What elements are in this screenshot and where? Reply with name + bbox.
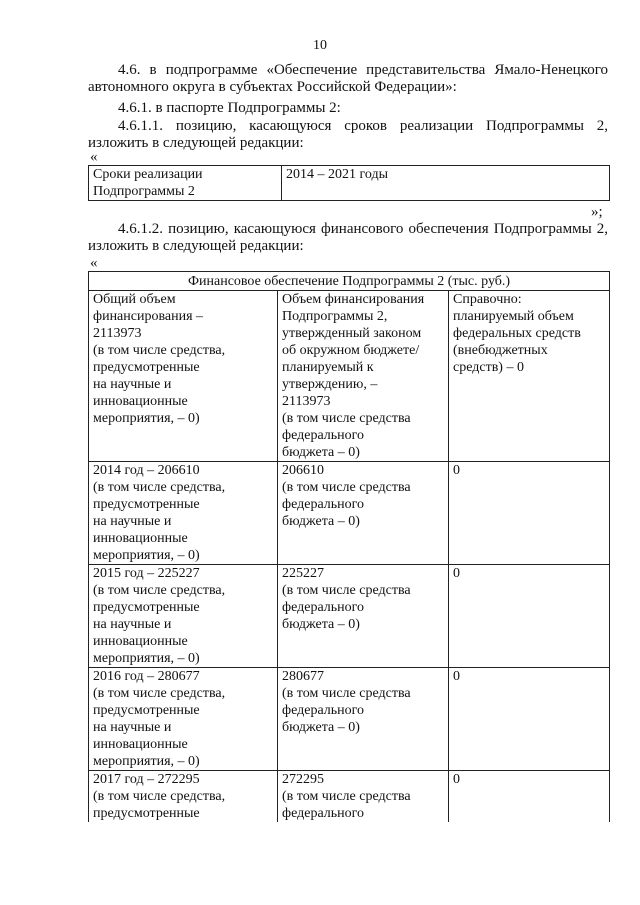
year-cell: 2016 год – 280677 (в том числе средства, предусмотренные на научные и инновационные мероприятия, – 0) bbox=[89, 668, 278, 771]
term-row bbox=[89, 166, 610, 201]
term-label: Сроки реализации Подпрограммы 2 bbox=[89, 166, 282, 201]
year-cell: 2015 год – 225227 (в том числе средства, предусмотренные на научные и инновационные мероприятия, – 0) bbox=[89, 565, 278, 668]
financing-table bbox=[88, 271, 610, 822]
budget-cell: 206610 (в том числе средства федерального бюджета – 0) bbox=[278, 462, 449, 565]
year-cell: 2017 год – 272295 (в том числе средства, предусмотренные bbox=[89, 771, 278, 823]
budget-cell: 280677 (в том числе средства федерального бюджета – 0) bbox=[278, 668, 449, 771]
reference-cell: 0 bbox=[449, 565, 610, 668]
year-cell: 2014 год – 206610 (в том числе средства, предусмотренные на научные и инновационные мероприятия, – 0) bbox=[89, 462, 278, 565]
reference-cell: 0 bbox=[449, 462, 610, 565]
paragraph-4-6-1: 4.6.1. в паспорте Подпрограммы 2: bbox=[118, 100, 341, 116]
open-quote-2: « bbox=[90, 255, 98, 271]
close-quote-1: »; bbox=[591, 204, 603, 220]
table-row bbox=[89, 565, 610, 668]
reference-cell: 0 bbox=[449, 771, 610, 823]
term-value: 2014 – 2021 годы bbox=[282, 166, 610, 201]
paragraph-4-6-1-2: 4.6.1.2. позицию, касающуюся финансового обеспечения Подпрограммы 2, изложить в следующей редакции: bbox=[88, 221, 608, 254]
table-row bbox=[89, 771, 610, 823]
budget-cell: 272295 (в том числе средства федерального bbox=[278, 771, 449, 823]
open-quote-1: « bbox=[90, 149, 98, 165]
page-number: 10 bbox=[313, 38, 327, 53]
budget-cell: 225227 (в том числе средства федерального бюджета – 0) bbox=[278, 565, 449, 668]
table-row bbox=[89, 462, 610, 565]
financing-header-row bbox=[89, 272, 610, 291]
table-row bbox=[89, 291, 610, 462]
reference-cell: 0 bbox=[449, 668, 610, 771]
paragraph-4-6-1-1: 4.6.1.1. позицию, касающуюся сроков реализации Подпрограммы 2, изложить в следующей редакции: bbox=[88, 118, 608, 151]
reference-cell: Справочно: планируемый объем федеральных средств (внебюджетных средств) – 0 bbox=[449, 291, 610, 462]
financing-header: Финансовое обеспечение Подпрограммы 2 (тыс. руб.) bbox=[89, 272, 610, 291]
budget-cell: Объем финансирования Подпрограммы 2, утвержденный законом об окружном бюджете/ планируемый к утверждению, – 2113973 (в том числе средства федерального бюджета – 0) bbox=[278, 291, 449, 462]
paragraph-4-6: 4.6. в подпрограмме «Обеспечение представительства Ямало-Ненецкого автономного округа в субъектах Российской Федерации»: bbox=[88, 62, 608, 95]
term-table bbox=[88, 165, 610, 201]
total-cell: Общий объем финансирования – 2113973 (в том числе средства, предусмотренные на научные и инновационные мероприятия, – 0) bbox=[89, 291, 278, 462]
table-row bbox=[89, 668, 610, 771]
